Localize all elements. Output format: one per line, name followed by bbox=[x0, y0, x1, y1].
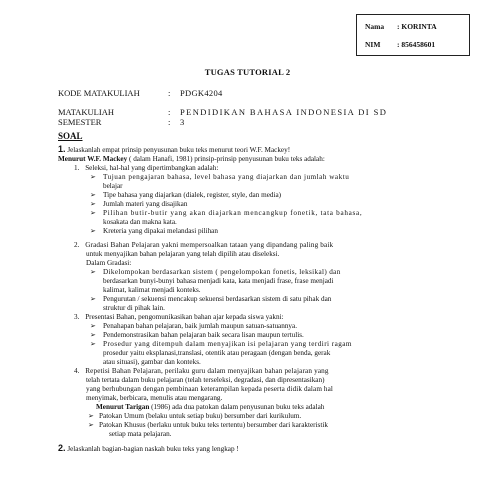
p1-b5: Kreteria yang dipakai melandasi pilihan bbox=[103, 227, 218, 235]
soal-heading: SOAL bbox=[58, 131, 83, 141]
nim-label: NIM bbox=[365, 39, 381, 49]
p2-l1-line bbox=[74, 241, 333, 249]
q1-number: 1. bbox=[58, 144, 66, 154]
p2-b1b: berdasarkan bunyi-bunyi bahasa menjadi kata, kata menjadi frase, frase menjadi bbox=[103, 277, 334, 285]
arrow-bullet-icon: ➢ bbox=[90, 295, 97, 303]
p1-b2: Tipe bahasa yang diajarkan (dialek, register, style, dan media) bbox=[103, 191, 282, 199]
p1-b3: Jumlah materi yang disajikan bbox=[103, 200, 188, 208]
p1-head: Seleksi, hal-hal yang dipertimbangkan adalah: bbox=[85, 164, 219, 172]
meta-matakuliah bbox=[58, 107, 387, 117]
p4-num: 4. bbox=[74, 367, 80, 375]
arrow-bullet-icon: ➢ bbox=[90, 268, 97, 276]
q1-text: Jelaskanlah empat prinsip penyusunan buku teks menurut teori W.F. Mackey! bbox=[67, 146, 291, 154]
p4-l4: menyimak, berbicara, menulis atau mengarang. bbox=[86, 394, 223, 402]
arrow-bullet-icon: ➢ bbox=[90, 340, 97, 348]
p4-l5 bbox=[96, 403, 324, 411]
p3-head: Presentasi Bahan, pengomunikasikan bahan ajar kepada siswa yakni: bbox=[85, 313, 284, 321]
p1-b4a: Pilihan butir-butir yang akan diajarkan mencangkup fonetik, tata bahasa, bbox=[103, 209, 363, 217]
arrow-bullet-icon: ➢ bbox=[90, 173, 97, 181]
nim-value: : 856458601 bbox=[397, 39, 436, 49]
q1-intro-rest: ( dalam Hanafi, 1981) prinsip-prinsip penyusunan buku teks adalah: bbox=[129, 155, 325, 163]
p2-b2b: struktur di pihak lain. bbox=[103, 304, 165, 312]
question-1 bbox=[58, 145, 290, 154]
name-row bbox=[357, 19, 469, 33]
kode-label: KODE MATAKULIAH bbox=[58, 88, 140, 98]
mk-colon: : bbox=[168, 107, 171, 117]
round-bullet-icon: ➢ bbox=[88, 421, 95, 429]
sem-colon: : bbox=[168, 117, 171, 127]
p1-b4b: kosakata dan makna kata. bbox=[103, 218, 177, 226]
p1-b1a: Tujuan pengajaran bahasa, level bahasa yang diajarkan dan jumlah waktu bbox=[103, 173, 350, 181]
nim-row bbox=[357, 37, 469, 51]
question-2 bbox=[58, 444, 239, 453]
meta-semester bbox=[58, 117, 185, 127]
arrow-bullet-icon: ➢ bbox=[90, 200, 97, 208]
p4-l1-line bbox=[74, 367, 329, 375]
arrow-bullet-icon: ➢ bbox=[90, 322, 97, 330]
p3-head-line bbox=[74, 313, 284, 321]
mk-value: PENDIDIKAN BAHASA INDONESIA DI SD bbox=[180, 107, 388, 117]
p4-l5-bold: Menurut Tarigan bbox=[96, 403, 150, 411]
name-label: Nama bbox=[365, 21, 385, 31]
name-value: : KORINTA bbox=[397, 21, 437, 31]
p4-l5-rest: (1986) ada dua patokan dalam penyusunan buku teks adalah bbox=[151, 403, 325, 411]
p3-num: 3. bbox=[74, 313, 80, 321]
meta-kode bbox=[58, 88, 223, 98]
p3-b3a: Prosedur yang ditempuh dalam menyajikan isi pelajaran yang terdiri ragam bbox=[103, 340, 352, 348]
q2-text: Jelaskanlah bagian-bagian naskah buku teks yang lengkap ! bbox=[67, 445, 239, 453]
p3-b2: Pendemonstrasikan bahan pelajaran baik secara lisan maupun tertulis. bbox=[103, 331, 304, 339]
p1-b1b: belajar bbox=[103, 182, 123, 190]
p2-b1c: kalimat, kalimat menjadi konteks. bbox=[103, 286, 201, 294]
p2-l3: Dalam Gradasi: bbox=[86, 259, 132, 267]
p3-b3b: prosedur yaitu eksplanasi,translasi, otentik atau peragaan (dengan benda, gerak bbox=[103, 349, 331, 357]
p4-l3: yang berhubungan dengan pembinaan keterampilan kepada peserta didik dalam hal bbox=[86, 385, 333, 393]
q1-intro bbox=[58, 155, 325, 163]
p2-l1: Gradasi Bahan Pelajaran yakni mempersoalkan tataan yang dipandang paling baik bbox=[85, 241, 334, 249]
p1-head-line bbox=[74, 164, 218, 172]
mk-label: MATAKULIAH bbox=[58, 107, 114, 117]
p4-l2: telah tertata dalam buku pelajaran (telah terseleksi, degradasi, dan dipresentasikan) bbox=[86, 376, 325, 384]
p4-b1: Patokan Umum (belaku untuk setiap buku) bersumber dari kurikulum. bbox=[99, 412, 302, 420]
p2-num: 2. bbox=[74, 241, 80, 249]
p1-num: 1. bbox=[74, 164, 80, 172]
round-bullet-icon: ➢ bbox=[88, 412, 95, 420]
kode-colon: : bbox=[168, 88, 171, 98]
arrow-bullet-icon: ➢ bbox=[90, 331, 97, 339]
p4-l1: Repetisi Bahan Pelajaran, perilaku guru dalam menyajikan bahan pelajaran yang bbox=[85, 367, 329, 375]
arrow-bullet-icon: ➢ bbox=[90, 227, 97, 235]
sem-value: 3 bbox=[180, 117, 185, 127]
p3-b3c: atau situasi), gambar dan konteks. bbox=[103, 358, 201, 366]
sem-label: SEMESTER bbox=[58, 117, 102, 127]
q1-intro-bold: Menurut W.F. Mackey bbox=[58, 155, 128, 163]
p2-b1a: Dikelompokan berdasarkan sistem ( pengelompokan fonetis, leksikal) dan bbox=[103, 268, 341, 276]
q2-number: 2. bbox=[58, 443, 66, 453]
p3-b1: Penahapan bahan pelajaran, baik jumlah maupun satuan-satuannya. bbox=[103, 322, 297, 330]
arrow-bullet-icon: ➢ bbox=[90, 209, 97, 217]
p2-l2: untuk menyajikan bahan pelajaran yang telah dipilih atau diseleksi. bbox=[86, 250, 280, 258]
arrow-bullet-icon: ➢ bbox=[90, 191, 97, 199]
kode-value: PDGK4204 bbox=[180, 88, 223, 98]
document-title: TUGAS TUTORIAL 2 bbox=[204, 67, 291, 77]
identity-box bbox=[356, 14, 470, 56]
p4-b2b: setiap mata pelajaran. bbox=[109, 430, 172, 438]
p2-b2a: Pengurutan / sekuensi mencakup sekuensi berdasarkan sistem di satu pihak dan bbox=[103, 295, 332, 303]
p4-b2a: Patokan Khusus (berlaku untuk buku teks tertentu) bersumber dari karakteristik bbox=[99, 421, 328, 429]
